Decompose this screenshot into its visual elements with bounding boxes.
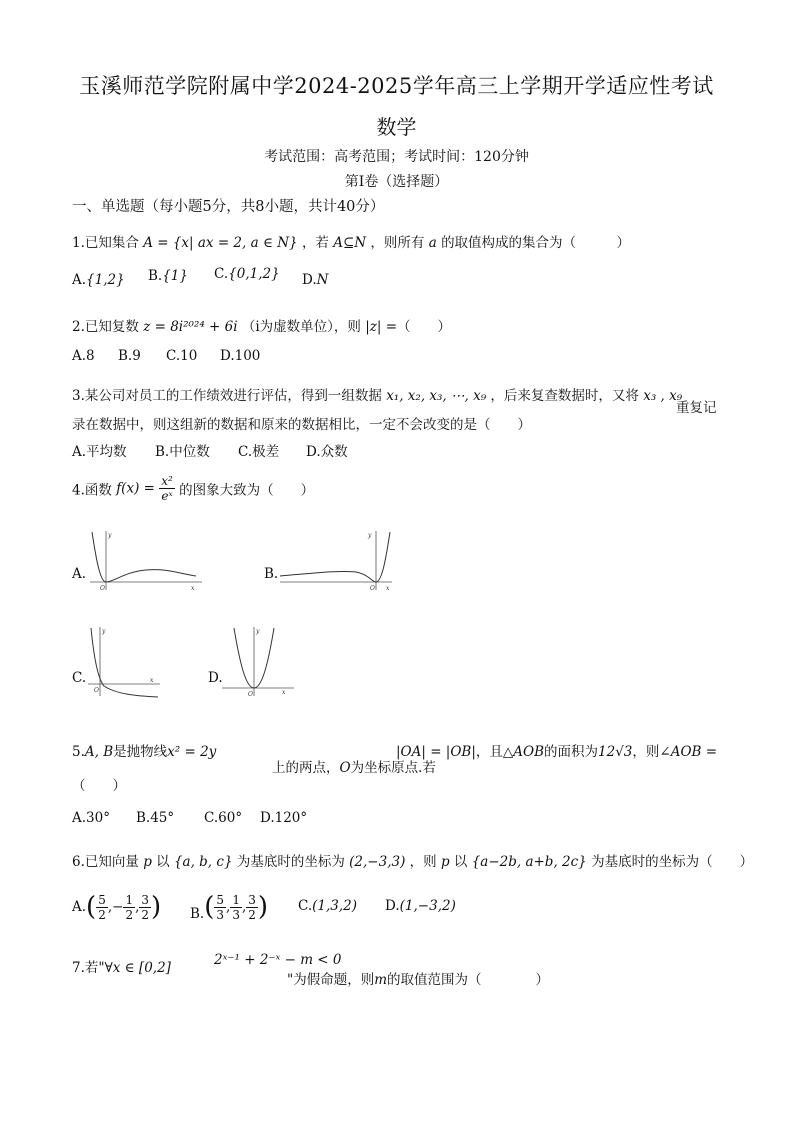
question-7-end: "为假命题，则m的取值范围为（ ） (287, 972, 550, 988)
q6-option-d[interactable]: D.(1,−3,2) (385, 898, 456, 914)
svg-text:y: y (368, 532, 372, 539)
question-5-line-1c: |OA| = |OB|，且△AOB的面积为12√3，则∠AOB = (396, 744, 718, 760)
question-3-line-2: 录在数据中，则这组新的数据和原来的数据相比，一定不会改变的是（ ） (72, 417, 531, 433)
question-1: 1.已知集合 A = {x| ax = 2, a ∈ N} ，若 A⊆N ，则所有 a 的取值构成的集合为（ ） (72, 235, 631, 251)
svg-text:O: O (100, 585, 105, 592)
q1-option-b[interactable]: B.{1} (148, 268, 188, 284)
svg-text:x: x (150, 677, 154, 684)
q3-option-c[interactable]: C.极差 (238, 444, 280, 460)
svg-text:O: O (248, 691, 253, 698)
q3-option-d[interactable]: D.众数 (306, 444, 348, 460)
q5-option-b[interactable]: B.45° (136, 810, 175, 826)
exam-info: 考试范围：高考范围；考试时间：120分钟 (264, 149, 529, 165)
subset-cond: A⊆N (333, 235, 367, 251)
question-6: 6.已知向量 p 以 {a, b, c} 为基底时的坐标为 (2,−3,3) ，则 p 以 {a−2b, a+b, 2c} 为基底时的坐标为（ ） (72, 854, 754, 870)
svg-text:x: x (386, 585, 390, 592)
question-5-line-2: （ ） (72, 778, 126, 794)
question-3-line-1-end: 重复记 (676, 400, 717, 416)
q4-option-a-label[interactable]: A. (72, 566, 87, 582)
q2-option-a[interactable]: A.8 (72, 348, 95, 364)
q2-option-d[interactable]: D.100 (220, 348, 261, 364)
q4-graph-c[interactable] (86, 624, 166, 700)
q4-option-b-label[interactable]: B. (264, 566, 279, 582)
question-4: 4.函数 f(x) = $\frac{\text{x²}}{\text{eˣ}}$ 的图象大致为（ ） (72, 474, 315, 503)
svg-text:y: y (102, 628, 106, 635)
question-5-line-1: 5.A, B是抛物线x² = 2y (72, 744, 217, 760)
q3-option-b[interactable]: B.中位数 (155, 444, 210, 460)
q4-graph-a[interactable] (86, 528, 206, 594)
q5-option-c[interactable]: C.60° (204, 810, 243, 826)
svg-text:O: O (94, 687, 99, 694)
svg-text:x: x (282, 689, 286, 696)
exam-title: 玉溪师范学院附属中学2024-2025学年高三上学期开学适应性考试 (79, 74, 714, 98)
question-7-ineq: 2ˣ⁻¹ + 2⁻ˣ − m < 0 (214, 952, 342, 968)
q1-option-d[interactable]: D.N (302, 272, 329, 288)
q5-option-d[interactable]: D.120° (260, 810, 308, 826)
q1-option-c[interactable]: C.{0,1,2} (214, 266, 280, 282)
q4-option-c-label[interactable]: C. (72, 670, 87, 686)
svg-text:y: y (108, 532, 112, 539)
question-5-line-1b: 上的两点，O为坐标原点.若 (272, 760, 436, 776)
q6-option-c[interactable]: C.(1,3,2) (298, 898, 358, 914)
q4-graph-d[interactable] (220, 624, 300, 700)
set-a: A = {x| ax = 2, a ∈ N} (143, 235, 298, 251)
q2-option-b[interactable]: B.9 (118, 348, 141, 364)
section-title: 一、单选题（每小题5分，共8小题，共计40分） (72, 199, 385, 215)
svg-text:x: x (191, 585, 195, 592)
q1-option-a[interactable]: A.{1,2} (72, 272, 125, 288)
svg-text:O: O (370, 585, 375, 592)
subject-title: 数学 (376, 115, 417, 139)
q6-option-b[interactable]: B.( $\frac{5}{3}$ , $\frac{1}{3}$ , $\frac{3}{2}$ ) (190, 892, 269, 922)
question-3-line-1: 3.某公司对员工的工作绩效进行评估，得到一组数据 x₁, x₂, x₃, ⋯, x₉ ，后来复查数据时，又将 x₃ , x₉ (72, 388, 683, 404)
q3-option-a[interactable]: A.平均数 (72, 444, 127, 460)
svg-text:y: y (256, 628, 260, 635)
question-2: 2.已知复数 z = 8i²⁰²⁴ + 6i （i为虚数单位），则 |z| =（ ） (72, 319, 452, 335)
q4-graph-b[interactable] (276, 528, 396, 594)
q4-option-d-label[interactable]: D. (208, 670, 223, 686)
q6-option-a[interactable]: A.( $\frac{5}{2}$ ,− $\frac{1}{2}$ , $\frac{3}{2}$ ) (72, 892, 162, 922)
question-7-start: 7.若"∀x ∈ [0,2] (72, 960, 171, 976)
q5-option-a[interactable]: A.30° (72, 810, 110, 826)
volume-title: 第I卷（选择题） (344, 174, 449, 190)
q2-option-c[interactable]: C.10 (166, 348, 198, 364)
